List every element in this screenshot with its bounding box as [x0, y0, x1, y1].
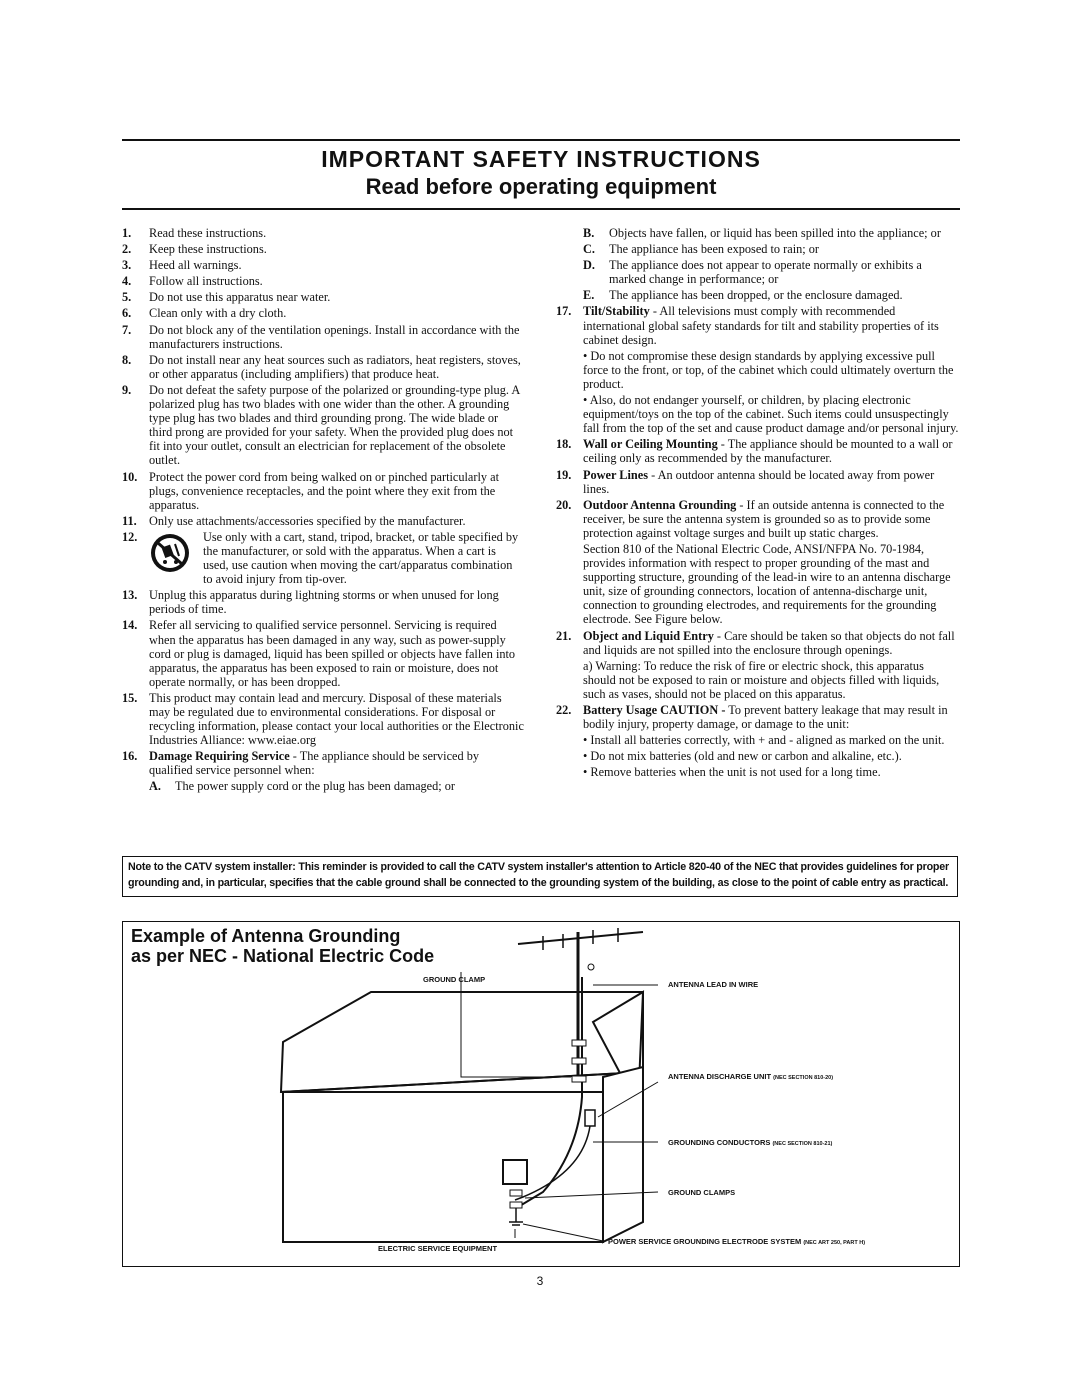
sub-item: E. The appliance has been dropped, or the enclosure damaged. [583, 288, 903, 303]
right-column [556, 226, 959, 781]
house-side-wall [603, 1067, 643, 1242]
label-power-service: POWER SERVICE GROUNDING ELECTRODE SYSTEM (NEC ART 250, PART H) [608, 1237, 866, 1246]
list-item: 14. Refer all servicing to qualified service personnel. Servicing is required when the apparatus has been damaged in any way, such as power-supply cord or plug is damaged, liquid has been spilled or objects have fallen into apparatus, the apparatus has been exposed to rain or moisture, does not operate normally, or has been dropped. [122, 618, 516, 689]
antenna-insulator [588, 964, 594, 970]
list-item: 5. Do not use this apparatus near water. [122, 290, 331, 305]
list-item-mounting: 18. Wall or Ceiling Mounting - The appliance should be mounted to a wall or ceiling only as recommended by the manufacturer. [556, 437, 953, 466]
label-ground-clamp: GROUND CLAMP [423, 975, 486, 984]
antenna-grounding-figure [122, 921, 960, 1267]
paragraph: a) Warning: To reduce the risk of fire or electric shock, this apparatus should not be exposed to rain or moisture and objects filled with liquids, such as vases, should not be placed on this apparatus. [583, 658, 940, 701]
list-item: 7. Do not block any of the ventilation openings. Install in accordance with the manufacturers instructions. [122, 322, 520, 351]
list-item: 4. Follow all instructions. [122, 274, 263, 289]
antenna-boom [518, 932, 643, 944]
list-item: 9. Do not defeat the safety purpose of the polarized or grounding-type plug. A polarized plug has two blades with one wider than the other. A grounding type plug has two blades and third grounding prong. The wide blade or third prong are provided for your safety. When the provided plug does not fit into your outlet, consult an electrician for replacement of the obsolete outlet. [122, 382, 520, 468]
label-ground-clamps: GROUND CLAMPS [668, 1188, 736, 1197]
electric-service-box [503, 1160, 527, 1184]
list-item-cart: 12. Use only with a cart, stand, tripod, bracket, or table specified by the manufacturer, or sold with the apparatus. When a cart is used, use caution when moving the cart/apparatus combination to avoid injury from tip-over. [122, 529, 519, 587]
mast-clamp [572, 1058, 586, 1064]
header-bottom-rule [122, 208, 960, 210]
mast-clamp [572, 1076, 586, 1082]
list-item: 11. Only use attachments/accessories specified by the manufacturer. [122, 513, 466, 528]
list-item-damage: 16. Damage Requiring Service - The appliance should be serviced by qualified service personnel when: [122, 749, 480, 778]
list-item-object-entry: 21. Object and Liquid Entry - Care should be taken so that objects do not fall and liquids are not spilled into the enclosure through openings. [556, 628, 955, 657]
house-front-wall [283, 1092, 603, 1242]
list-item-battery: 22. Battery Usage CAUTION - To prevent battery leakage that may result in bodily injury, property damage, or damage to the unit: [556, 703, 948, 732]
sub-item: A. The power supply cord or the plug has been damaged; or [149, 779, 456, 794]
figure-title: Example of Antenna Grounding as per NEC - National Electric Code [131, 926, 435, 966]
paragraph: Section 810 of the National Electric Code, ANSI/NFPA No. 70-1984, provides information with respect to proper grounding of the mast and supporting structure, grounding of the lead-in wire to an antenna discharge unit, size of grounding connectors, location of antenna-discharge unit, connection to grounding electrodes, and requirements for the grounding electrode. See Figure below. [583, 541, 951, 627]
label-electric-service: ELECTRIC SERVICE EQUIPMENT [378, 1244, 498, 1253]
mast-clamp [572, 1040, 586, 1046]
top-rule [122, 139, 960, 141]
antenna-discharge-unit [585, 1110, 595, 1126]
list-item: 13. Unplug this apparatus during lightning storms or when unused for long periods of time. [122, 588, 499, 617]
label-antenna-lead: ANTENNA LEAD IN WIRE [668, 980, 759, 989]
bullet-text: • Do not mix batteries (old and new or carbon and alkaline, etc.). [583, 749, 902, 764]
label-discharge-unit: ANTENNA DISCHARGE UNIT (NEC SECTION 810-20) [668, 1072, 834, 1081]
list-item-power-lines: 19. Power Lines - An outdoor antenna should be located away from power lines. [556, 467, 935, 496]
bullet-text: • Remove batteries when the unit is not used for a long time. [583, 765, 881, 780]
list-item: 10. Protect the power cord from being walked on or pinched particularly at plugs, convenience receptacles, and the point where they exit from the apparatus. [122, 469, 499, 512]
list-item: 6. Clean only with a dry cloth. [122, 306, 287, 321]
list-item: 15. This product may contain lead and mercury. Disposal of these materials may be regulated due to environmental considerations. For disposal or recycling information, please contact your local authorities or the Electronic Industries Alliance: www.eiae.org [122, 690, 524, 748]
bullet-text: • Install all batteries correctly, with + and - aligned as marked on the unit. [583, 733, 945, 748]
ground-clamp-part [510, 1190, 522, 1196]
list-item: 3. Heed all warnings. [122, 258, 242, 273]
house-diagram [123, 922, 958, 1265]
label-grounding-conductors: GROUNDING CONDUCTORS (NEC SECTION 810-21) [668, 1138, 833, 1147]
bullet-text: • Do not compromise these design standards by applying excessive pull force to the front, or top, of the cabinet which could ultimately overturn the product. [583, 348, 954, 391]
list-item-antenna-grounding: 20. Outdoor Antenna Grounding - If an outside antenna is connected to the receiver, be sure the antenna system is grounded so as to provide some protection against voltage surges and built up static charges. [556, 497, 945, 540]
ground-clamp-part [510, 1202, 522, 1208]
list-item: 8. Do not install near any heat sources such as radiators, heat registers, stoves, or other apparatus (including amplifiers) that produce heat. [122, 352, 521, 381]
page-title: IMPORTANT SAFETY INSTRUCTIONS [321, 146, 761, 172]
list-item: 1. Read these instructions. [122, 226, 267, 240]
sub-item: C. The appliance has been exposed to rain; or [583, 242, 819, 257]
list-item-tilt: 17. Tilt/Stability - All televisions must comply with recommended international global safety standards for tilt and stability properties of its cabinet design. [556, 304, 939, 347]
page-number: 3 [536, 1274, 544, 1288]
list-item: 2. Keep these instructions. [122, 242, 267, 257]
catv-note-box: Note to the CATV system installer: This reminder is provided to call the CATV system installer's attention to Article 820-40 of the NEC that provides guidelines for proper grounding and, in particular, specifies that the cable ground shall be connected to the grounding system of the building, as close to the point of cable entry as practical. [122, 856, 958, 897]
cart-warning-icon [149, 532, 195, 574]
left-column [122, 226, 524, 796]
page-subtitle: Read before operating equipment [365, 174, 717, 199]
sub-item: B. Objects have fallen, or liquid has been spilled into the appliance; or [583, 226, 941, 240]
bullet-text: • Also, do not endanger yourself, or children, by placing electronic equipment/toys on the top of the cabinet. Such items could unsuspectingly fall from the top of the set and cause product damage and/or personal injury. [583, 393, 959, 436]
sub-item: D. The appliance does not appear to operate normally or exhibits a marked change in performance; or [583, 258, 922, 287]
